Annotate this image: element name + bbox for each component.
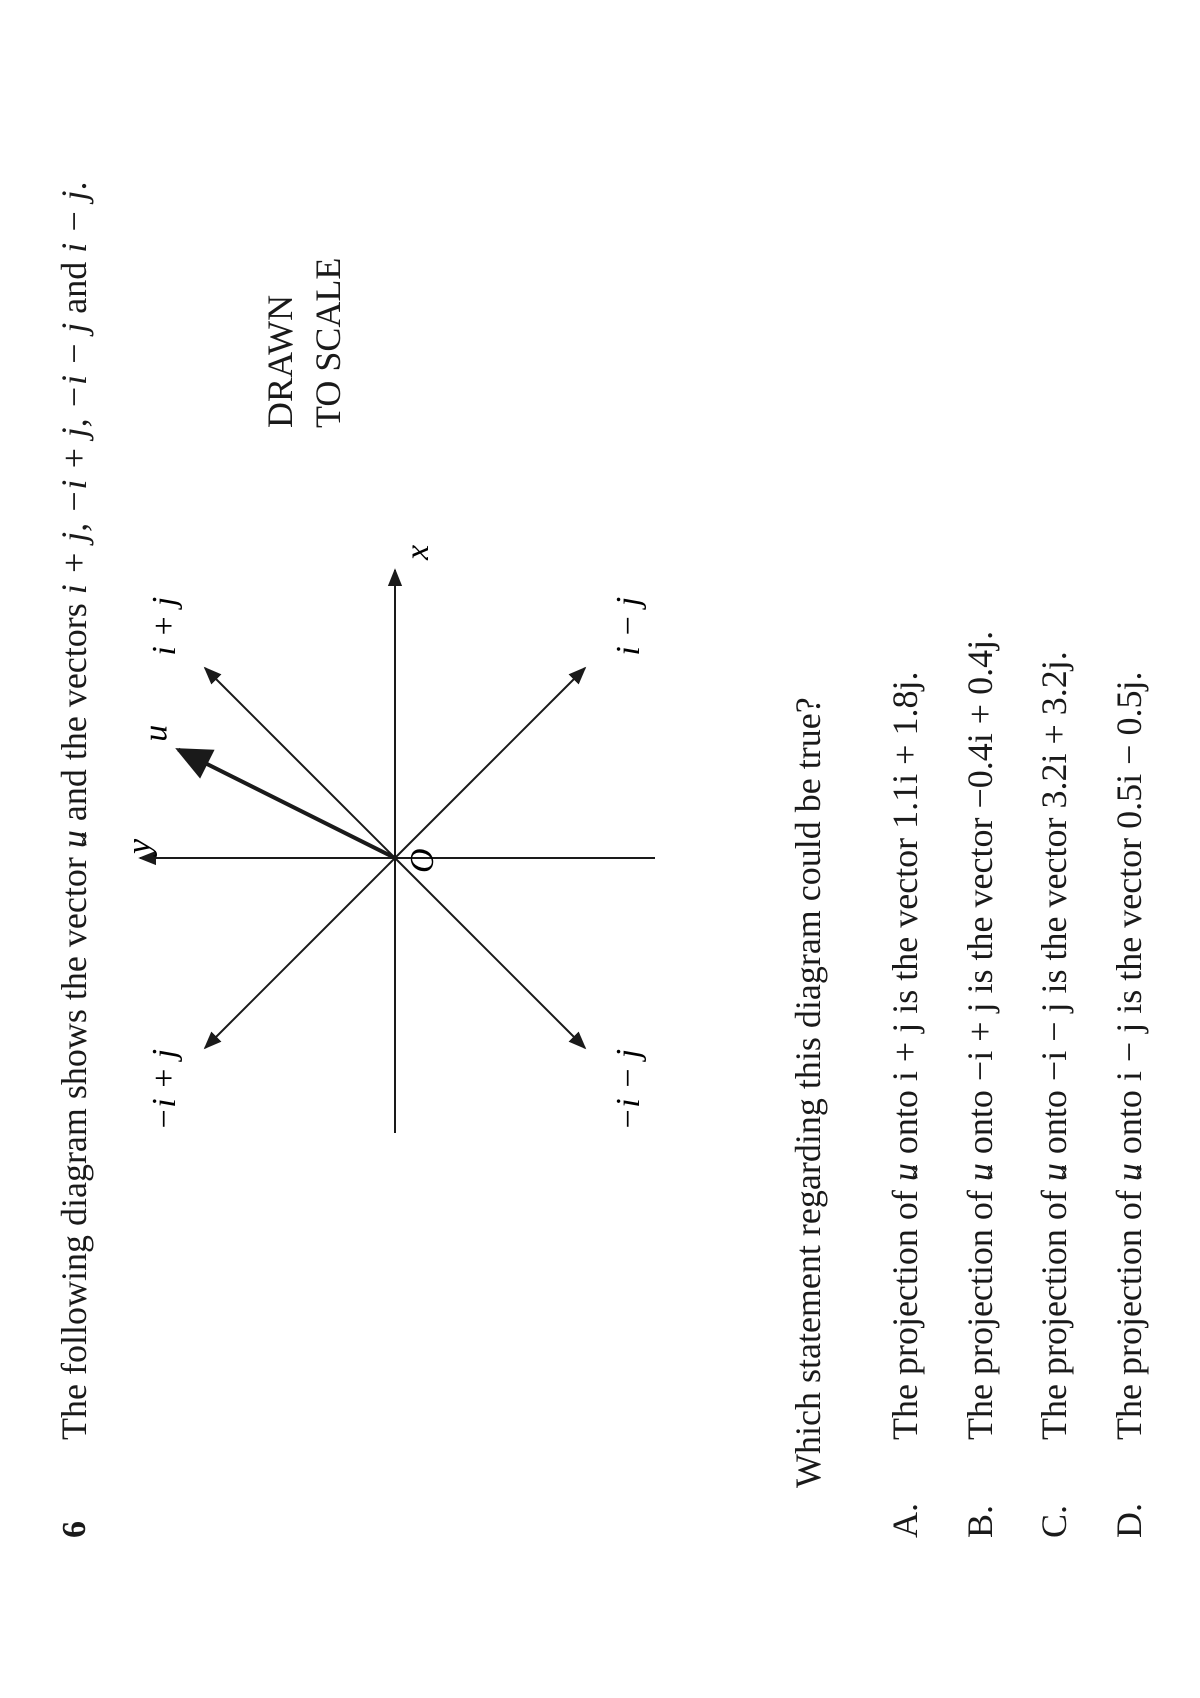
option-letter: C. bbox=[1034, 1504, 1074, 1538]
vector-label-1: i + j bbox=[146, 596, 184, 656]
vector-label-2: −i + j bbox=[146, 1048, 184, 1131]
y-axis-label: y bbox=[121, 838, 158, 854]
option-text: The projection of u ~ onto −i + j is the vector −0.4i + 0.4j. bbox=[962, 631, 998, 1440]
stem-text-and: and bbox=[54, 252, 94, 323]
question-prompt: Which statement regarding this diagram could be true? bbox=[788, 697, 828, 1488]
option-letter: D. bbox=[1109, 1503, 1149, 1538]
vector-arrow-2 bbox=[205, 858, 395, 1048]
scale-note-line1: DRAWN bbox=[260, 294, 300, 428]
vector-label-4: i − j bbox=[609, 596, 647, 656]
vector-set bbox=[146, 597, 647, 1131]
stem-text-1: The following diagram shows the vector bbox=[54, 848, 94, 1440]
option-text: The projection of u ~ onto i − j is the vector 0.5i − 0.5j. bbox=[1111, 672, 1147, 1440]
option-letter: A. bbox=[885, 1503, 925, 1538]
stem-text-2: and the vectors bbox=[54, 594, 94, 831]
origin-label: O bbox=[404, 848, 441, 873]
vector-label-3: −i − j bbox=[609, 1048, 647, 1131]
question-number: 6 bbox=[56, 1521, 93, 1538]
stem-vector-list: i + j, −i + j, −i − j bbox=[54, 322, 94, 595]
vector-arrow-4 bbox=[395, 668, 585, 858]
stem-vector-last: i − j bbox=[54, 190, 94, 253]
option-letter: B. bbox=[960, 1504, 1000, 1538]
scale-note-line2: TO SCALE bbox=[308, 257, 348, 428]
stem-text-end: . bbox=[54, 181, 94, 191]
vector-arrow-3 bbox=[395, 858, 585, 1048]
vector-u-arrow bbox=[178, 750, 395, 858]
option-text: The projection of u ~ onto i + j is the vector 1.1i + 1.8j. bbox=[887, 672, 923, 1440]
vector-u-label: u bbox=[137, 724, 175, 742]
vector-arrow-1 bbox=[205, 668, 395, 858]
u-symbol: u ~ bbox=[56, 830, 92, 848]
option-text: The projection of u ~ onto −i − j is the vector 3.2i + 3.2j. bbox=[1036, 651, 1072, 1440]
x-axis-label: x bbox=[399, 544, 436, 560]
